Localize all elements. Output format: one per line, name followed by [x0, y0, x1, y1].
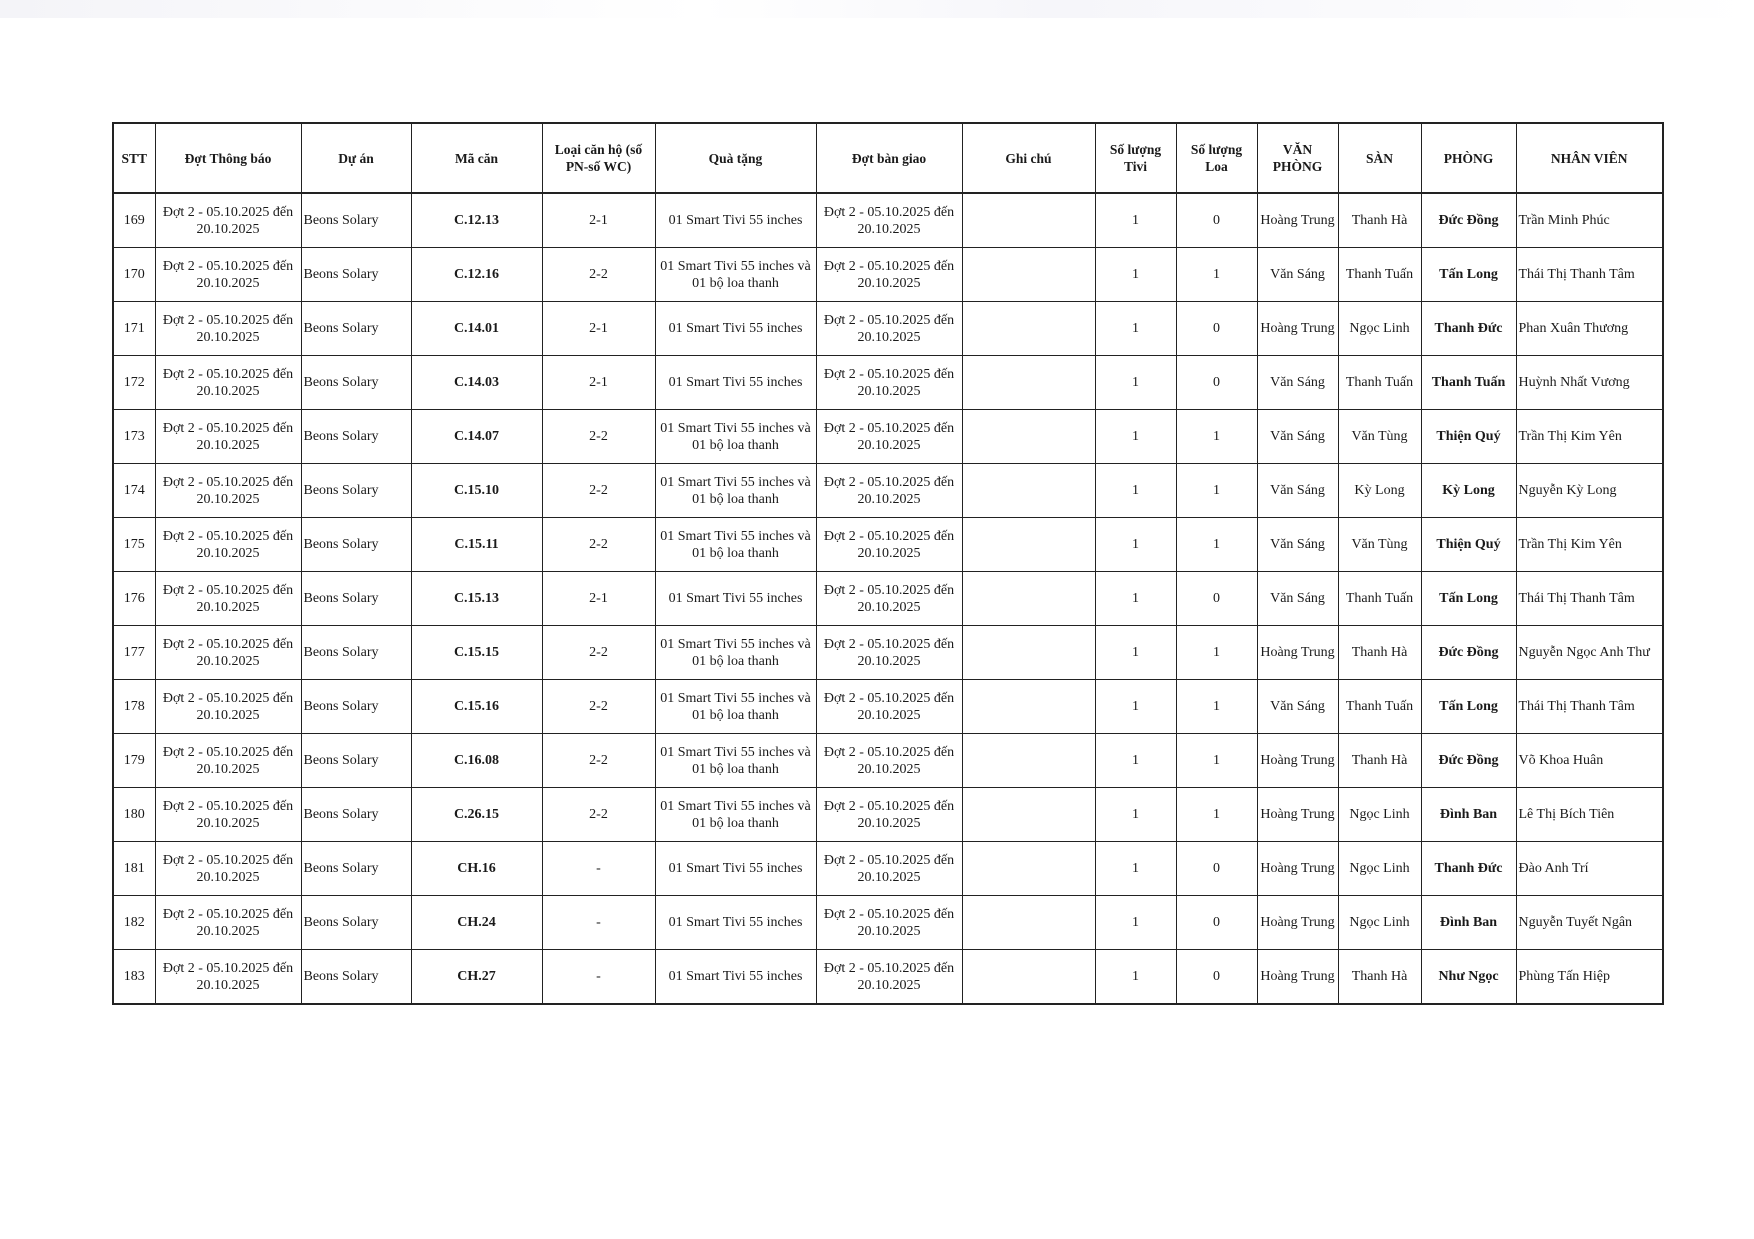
cell-ma-can: C.26.15: [411, 788, 542, 842]
cell-phong: Đức Đồng: [1421, 734, 1516, 788]
cell-ma-can: C.14.07: [411, 410, 542, 464]
cell-phong: Đình Ban: [1421, 788, 1516, 842]
cell-san: Thanh Hà: [1338, 193, 1421, 248]
cell-phong: Đình Ban: [1421, 896, 1516, 950]
cell-so-luong-loa: 1: [1176, 680, 1257, 734]
cell-san: Thanh Hà: [1338, 626, 1421, 680]
cell-stt: 177: [113, 626, 155, 680]
cell-dot-thong-bao: Đợt 2 - 05.10.2025 đến 20.10.2025: [155, 842, 301, 896]
cell-du-an: Beons Solary: [301, 626, 411, 680]
cell-phong: Như Ngọc: [1421, 950, 1516, 1005]
cell-san: Thanh Tuấn: [1338, 680, 1421, 734]
header-dot-ban-giao: Đợt bàn giao: [816, 123, 962, 193]
cell-nhan-vien: Trần Thị Kim Yên: [1516, 518, 1663, 572]
cell-ghi-chu: [962, 248, 1095, 302]
cell-dot-ban-giao: Đợt 2 - 05.10.2025 đến 20.10.2025: [816, 896, 962, 950]
cell-stt: 176: [113, 572, 155, 626]
cell-dot-ban-giao: Đợt 2 - 05.10.2025 đến 20.10.2025: [816, 410, 962, 464]
header-dot-thong-bao: Đợt Thông báo: [155, 123, 301, 193]
cell-dot-thong-bao: Đợt 2 - 05.10.2025 đến 20.10.2025: [155, 302, 301, 356]
cell-ma-can: C.16.08: [411, 734, 542, 788]
header-phong: PHÒNG: [1421, 123, 1516, 193]
cell-van-phong: Hoàng Trung: [1257, 734, 1338, 788]
cell-ghi-chu: [962, 734, 1095, 788]
cell-so-luong-tivi: 1: [1095, 302, 1176, 356]
cell-san: Thanh Tuấn: [1338, 356, 1421, 410]
cell-so-luong-loa: 0: [1176, 950, 1257, 1005]
cell-dot-thong-bao: Đợt 2 - 05.10.2025 đến 20.10.2025: [155, 680, 301, 734]
cell-nhan-vien: Võ Khoa Huân: [1516, 734, 1663, 788]
cell-dot-ban-giao: Đợt 2 - 05.10.2025 đến 20.10.2025: [816, 788, 962, 842]
table-row: [113, 302, 1663, 356]
cell-qua-tang: 01 Smart Tivi 55 inches và 01 bộ loa thanh: [655, 734, 816, 788]
cell-nhan-vien: Phan Xuân Thương: [1516, 302, 1663, 356]
cell-van-phong: Văn Sáng: [1257, 248, 1338, 302]
cell-nhan-vien: Lê Thị Bích Tiên: [1516, 788, 1663, 842]
cell-phong: Thiện Quý: [1421, 410, 1516, 464]
cell-ghi-chu: [962, 302, 1095, 356]
cell-ma-can: C.15.16: [411, 680, 542, 734]
cell-san: Ngọc Linh: [1338, 788, 1421, 842]
cell-du-an: Beons Solary: [301, 950, 411, 1005]
cell-san: Thanh Tuấn: [1338, 572, 1421, 626]
cell-so-luong-tivi: 1: [1095, 788, 1176, 842]
cell-so-luong-tivi: 1: [1095, 842, 1176, 896]
header-du-an: Dự án: [301, 123, 411, 193]
cell-van-phong: Văn Sáng: [1257, 356, 1338, 410]
cell-so-luong-loa: 1: [1176, 788, 1257, 842]
cell-ghi-chu: [962, 788, 1095, 842]
cell-so-luong-loa: 0: [1176, 896, 1257, 950]
cell-ma-can: C.14.01: [411, 302, 542, 356]
cell-so-luong-tivi: 1: [1095, 680, 1176, 734]
cell-dot-thong-bao: Đợt 2 - 05.10.2025 đến 20.10.2025: [155, 572, 301, 626]
cell-stt: 172: [113, 356, 155, 410]
cell-phong: Thanh Tuấn: [1421, 356, 1516, 410]
cell-so-luong-tivi: 1: [1095, 356, 1176, 410]
cell-du-an: Beons Solary: [301, 572, 411, 626]
cell-phong: Thanh Đức: [1421, 302, 1516, 356]
cell-phong: Đức Đồng: [1421, 626, 1516, 680]
cell-so-luong-tivi: 1: [1095, 950, 1176, 1005]
cell-san: Văn Tùng: [1338, 518, 1421, 572]
cell-van-phong: Hoàng Trung: [1257, 896, 1338, 950]
cell-ma-can: CH.16: [411, 842, 542, 896]
cell-du-an: Beons Solary: [301, 410, 411, 464]
cell-qua-tang: 01 Smart Tivi 55 inches: [655, 572, 816, 626]
cell-dot-ban-giao: Đợt 2 - 05.10.2025 đến 20.10.2025: [816, 950, 962, 1005]
cell-van-phong: Hoàng Trung: [1257, 788, 1338, 842]
cell-ma-can: C.12.13: [411, 193, 542, 248]
table-row: [113, 626, 1663, 680]
cell-dot-ban-giao: Đợt 2 - 05.10.2025 đến 20.10.2025: [816, 302, 962, 356]
cell-ma-can: C.15.13: [411, 572, 542, 626]
cell-du-an: Beons Solary: [301, 896, 411, 950]
header-so-luong-tivi: Số lượng Tivi: [1095, 123, 1176, 193]
cell-san: Văn Tùng: [1338, 410, 1421, 464]
cell-ghi-chu: [962, 680, 1095, 734]
cell-so-luong-tivi: 1: [1095, 248, 1176, 302]
cell-loai-can-ho: 2-2: [542, 248, 655, 302]
header-loai-can-ho: Loại căn hộ (số PN-số WC): [542, 123, 655, 193]
cell-so-luong-loa: 1: [1176, 626, 1257, 680]
cell-du-an: Beons Solary: [301, 248, 411, 302]
cell-qua-tang: 01 Smart Tivi 55 inches và 01 bộ loa thanh: [655, 248, 816, 302]
cell-du-an: Beons Solary: [301, 734, 411, 788]
cell-stt: 178: [113, 680, 155, 734]
cell-san: Ngọc Linh: [1338, 842, 1421, 896]
cell-phong: Thanh Đức: [1421, 842, 1516, 896]
cell-du-an: Beons Solary: [301, 356, 411, 410]
cell-stt: 169: [113, 193, 155, 248]
cell-stt: 179: [113, 734, 155, 788]
cell-so-luong-loa: 1: [1176, 248, 1257, 302]
cell-so-luong-tivi: 1: [1095, 626, 1176, 680]
cell-dot-thong-bao: Đợt 2 - 05.10.2025 đến 20.10.2025: [155, 734, 301, 788]
cell-qua-tang: 01 Smart Tivi 55 inches và 01 bộ loa thanh: [655, 680, 816, 734]
cell-san: Thanh Hà: [1338, 950, 1421, 1005]
cell-qua-tang: 01 Smart Tivi 55 inches và 01 bộ loa thanh: [655, 518, 816, 572]
cell-dot-ban-giao: Đợt 2 - 05.10.2025 đến 20.10.2025: [816, 680, 962, 734]
cell-van-phong: Hoàng Trung: [1257, 842, 1338, 896]
cell-phong: Thiện Quý: [1421, 518, 1516, 572]
cell-ghi-chu: [962, 842, 1095, 896]
cell-du-an: Beons Solary: [301, 518, 411, 572]
table-row: [113, 734, 1663, 788]
cell-du-an: Beons Solary: [301, 193, 411, 248]
cell-phong: Tấn Long: [1421, 248, 1516, 302]
cell-qua-tang: 01 Smart Tivi 55 inches: [655, 193, 816, 248]
cell-van-phong: Hoàng Trung: [1257, 626, 1338, 680]
cell-dot-ban-giao: Đợt 2 - 05.10.2025 đến 20.10.2025: [816, 193, 962, 248]
cell-dot-thong-bao: Đợt 2 - 05.10.2025 đến 20.10.2025: [155, 464, 301, 518]
cell-so-luong-loa: 1: [1176, 464, 1257, 518]
cell-loai-can-ho: -: [542, 950, 655, 1005]
cell-stt: 183: [113, 950, 155, 1005]
cell-nhan-vien: Thái Thị Thanh Tâm: [1516, 248, 1663, 302]
cell-ma-can: C.15.11: [411, 518, 542, 572]
cell-stt: 175: [113, 518, 155, 572]
header-nhan-vien: NHÂN VIÊN: [1516, 123, 1663, 193]
cell-dot-thong-bao: Đợt 2 - 05.10.2025 đến 20.10.2025: [155, 410, 301, 464]
cell-so-luong-tivi: 1: [1095, 193, 1176, 248]
cell-qua-tang: 01 Smart Tivi 55 inches và 01 bộ loa thanh: [655, 626, 816, 680]
cell-so-luong-loa: 0: [1176, 572, 1257, 626]
cell-nhan-vien: Phùng Tấn Hiệp: [1516, 950, 1663, 1005]
cell-stt: 182: [113, 896, 155, 950]
cell-qua-tang: 01 Smart Tivi 55 inches: [655, 842, 816, 896]
cell-van-phong: Văn Sáng: [1257, 518, 1338, 572]
cell-so-luong-tivi: 1: [1095, 572, 1176, 626]
cell-qua-tang: 01 Smart Tivi 55 inches và 01 bộ loa thanh: [655, 788, 816, 842]
cell-van-phong: Văn Sáng: [1257, 572, 1338, 626]
table-row: [113, 464, 1663, 518]
cell-san: Kỳ Long: [1338, 464, 1421, 518]
cell-phong: Tấn Long: [1421, 572, 1516, 626]
cell-so-luong-tivi: 1: [1095, 518, 1176, 572]
table-row: [113, 680, 1663, 734]
cell-dot-thong-bao: Đợt 2 - 05.10.2025 đến 20.10.2025: [155, 896, 301, 950]
cell-loai-can-ho: -: [542, 896, 655, 950]
gift-allocation-table: [112, 122, 1664, 1005]
cell-so-luong-tivi: 1: [1095, 410, 1176, 464]
cell-nhan-vien: Nguyễn Tuyết Ngân: [1516, 896, 1663, 950]
cell-qua-tang: 01 Smart Tivi 55 inches và 01 bộ loa thanh: [655, 410, 816, 464]
cell-so-luong-loa: 0: [1176, 842, 1257, 896]
cell-stt: 171: [113, 302, 155, 356]
cell-qua-tang: 01 Smart Tivi 55 inches và 01 bộ loa thanh: [655, 464, 816, 518]
cell-ma-can: C.14.03: [411, 356, 542, 410]
scan-edge-artifact: [0, 0, 1754, 18]
cell-qua-tang: 01 Smart Tivi 55 inches: [655, 356, 816, 410]
cell-so-luong-loa: 1: [1176, 410, 1257, 464]
cell-dot-thong-bao: Đợt 2 - 05.10.2025 đến 20.10.2025: [155, 950, 301, 1005]
cell-dot-thong-bao: Đợt 2 - 05.10.2025 đến 20.10.2025: [155, 193, 301, 248]
header-so-luong-loa: Số lượng Loa: [1176, 123, 1257, 193]
cell-loai-can-ho: 2-2: [542, 680, 655, 734]
header-ghi-chu: Ghi chú: [962, 123, 1095, 193]
cell-nhan-vien: Trần Thị Kim Yên: [1516, 410, 1663, 464]
table-row: [113, 518, 1663, 572]
cell-dot-ban-giao: Đợt 2 - 05.10.2025 đến 20.10.2025: [816, 356, 962, 410]
cell-phong: Đức Đồng: [1421, 193, 1516, 248]
cell-ma-can: C.15.15: [411, 626, 542, 680]
cell-loai-can-ho: 2-2: [542, 626, 655, 680]
cell-van-phong: Văn Sáng: [1257, 464, 1338, 518]
table-row: [113, 842, 1663, 896]
cell-dot-ban-giao: Đợt 2 - 05.10.2025 đến 20.10.2025: [816, 518, 962, 572]
cell-nhan-vien: Huỳnh Nhất Vương: [1516, 356, 1663, 410]
header-qua-tang: Quà tặng: [655, 123, 816, 193]
cell-dot-thong-bao: Đợt 2 - 05.10.2025 đến 20.10.2025: [155, 356, 301, 410]
cell-nhan-vien: Đào Anh Trí: [1516, 842, 1663, 896]
cell-loai-can-ho: 2-1: [542, 356, 655, 410]
cell-ghi-chu: [962, 410, 1095, 464]
cell-ghi-chu: [962, 572, 1095, 626]
cell-nhan-vien: Thái Thị Thanh Tâm: [1516, 572, 1663, 626]
cell-ma-can: CH.27: [411, 950, 542, 1005]
cell-loai-can-ho: 2-2: [542, 410, 655, 464]
cell-ghi-chu: [962, 950, 1095, 1005]
cell-qua-tang: 01 Smart Tivi 55 inches: [655, 302, 816, 356]
cell-so-luong-loa: 1: [1176, 518, 1257, 572]
cell-nhan-vien: Nguyễn Ngọc Anh Thư: [1516, 626, 1663, 680]
cell-so-luong-loa: 0: [1176, 302, 1257, 356]
cell-loai-can-ho: 2-2: [542, 788, 655, 842]
cell-so-luong-tivi: 1: [1095, 464, 1176, 518]
cell-so-luong-loa: 0: [1176, 356, 1257, 410]
cell-stt: 174: [113, 464, 155, 518]
cell-van-phong: Hoàng Trung: [1257, 950, 1338, 1005]
table-header-row: [113, 123, 1663, 193]
cell-loai-can-ho: 2-1: [542, 302, 655, 356]
table-row: [113, 788, 1663, 842]
cell-loai-can-ho: 2-2: [542, 464, 655, 518]
header-ma-can: Mã căn: [411, 123, 542, 193]
cell-ghi-chu: [962, 464, 1095, 518]
cell-qua-tang: 01 Smart Tivi 55 inches: [655, 950, 816, 1005]
cell-ghi-chu: [962, 356, 1095, 410]
handover-gift-sheet: [112, 122, 1662, 1005]
table-row: [113, 950, 1663, 1005]
cell-nhan-vien: Nguyễn Kỳ Long: [1516, 464, 1663, 518]
cell-stt: 181: [113, 842, 155, 896]
cell-dot-thong-bao: Đợt 2 - 05.10.2025 đến 20.10.2025: [155, 626, 301, 680]
cell-ghi-chu: [962, 193, 1095, 248]
cell-van-phong: Văn Sáng: [1257, 680, 1338, 734]
cell-stt: 170: [113, 248, 155, 302]
cell-loai-can-ho: 2-2: [542, 734, 655, 788]
header-stt: STT: [113, 123, 155, 193]
cell-so-luong-loa: 1: [1176, 734, 1257, 788]
cell-van-phong: Văn Sáng: [1257, 410, 1338, 464]
header-van-phong: VĂN PHÒNG: [1257, 123, 1338, 193]
cell-dot-thong-bao: Đợt 2 - 05.10.2025 đến 20.10.2025: [155, 788, 301, 842]
cell-loai-can-ho: -: [542, 842, 655, 896]
cell-so-luong-tivi: 1: [1095, 734, 1176, 788]
table-body: [113, 193, 1663, 1004]
cell-ghi-chu: [962, 518, 1095, 572]
cell-san: Ngọc Linh: [1338, 896, 1421, 950]
cell-nhan-vien: Trần Minh Phúc: [1516, 193, 1663, 248]
table-row: [113, 248, 1663, 302]
cell-phong: Tấn Long: [1421, 680, 1516, 734]
cell-loai-can-ho: 2-1: [542, 193, 655, 248]
cell-ghi-chu: [962, 896, 1095, 950]
cell-dot-ban-giao: Đợt 2 - 05.10.2025 đến 20.10.2025: [816, 842, 962, 896]
cell-san: Thanh Tuấn: [1338, 248, 1421, 302]
cell-nhan-vien: Thái Thị Thanh Tâm: [1516, 680, 1663, 734]
cell-ma-can: C.12.16: [411, 248, 542, 302]
header-san: SÀN: [1338, 123, 1421, 193]
cell-phong: Kỳ Long: [1421, 464, 1516, 518]
table-row: [113, 572, 1663, 626]
cell-dot-ban-giao: Đợt 2 - 05.10.2025 đến 20.10.2025: [816, 572, 962, 626]
cell-dot-thong-bao: Đợt 2 - 05.10.2025 đến 20.10.2025: [155, 518, 301, 572]
cell-san: Thanh Hà: [1338, 734, 1421, 788]
cell-qua-tang: 01 Smart Tivi 55 inches: [655, 896, 816, 950]
cell-san: Ngọc Linh: [1338, 302, 1421, 356]
cell-so-luong-tivi: 1: [1095, 896, 1176, 950]
cell-du-an: Beons Solary: [301, 788, 411, 842]
table-row: [113, 410, 1663, 464]
cell-du-an: Beons Solary: [301, 680, 411, 734]
cell-loai-can-ho: 2-2: [542, 518, 655, 572]
cell-dot-ban-giao: Đợt 2 - 05.10.2025 đến 20.10.2025: [816, 464, 962, 518]
cell-stt: 180: [113, 788, 155, 842]
cell-so-luong-loa: 0: [1176, 193, 1257, 248]
cell-dot-ban-giao: Đợt 2 - 05.10.2025 đến 20.10.2025: [816, 734, 962, 788]
cell-dot-ban-giao: Đợt 2 - 05.10.2025 đến 20.10.2025: [816, 248, 962, 302]
cell-du-an: Beons Solary: [301, 464, 411, 518]
cell-loai-can-ho: 2-1: [542, 572, 655, 626]
cell-van-phong: Hoàng Trung: [1257, 193, 1338, 248]
cell-dot-thong-bao: Đợt 2 - 05.10.2025 đến 20.10.2025: [155, 248, 301, 302]
cell-van-phong: Hoàng Trung: [1257, 302, 1338, 356]
cell-ma-can: C.15.10: [411, 464, 542, 518]
cell-du-an: Beons Solary: [301, 842, 411, 896]
cell-ma-can: CH.24: [411, 896, 542, 950]
table-row: [113, 896, 1663, 950]
table-row: [113, 193, 1663, 248]
cell-dot-ban-giao: Đợt 2 - 05.10.2025 đến 20.10.2025: [816, 626, 962, 680]
cell-ghi-chu: [962, 626, 1095, 680]
table-row: [113, 356, 1663, 410]
cell-stt: 173: [113, 410, 155, 464]
cell-du-an: Beons Solary: [301, 302, 411, 356]
